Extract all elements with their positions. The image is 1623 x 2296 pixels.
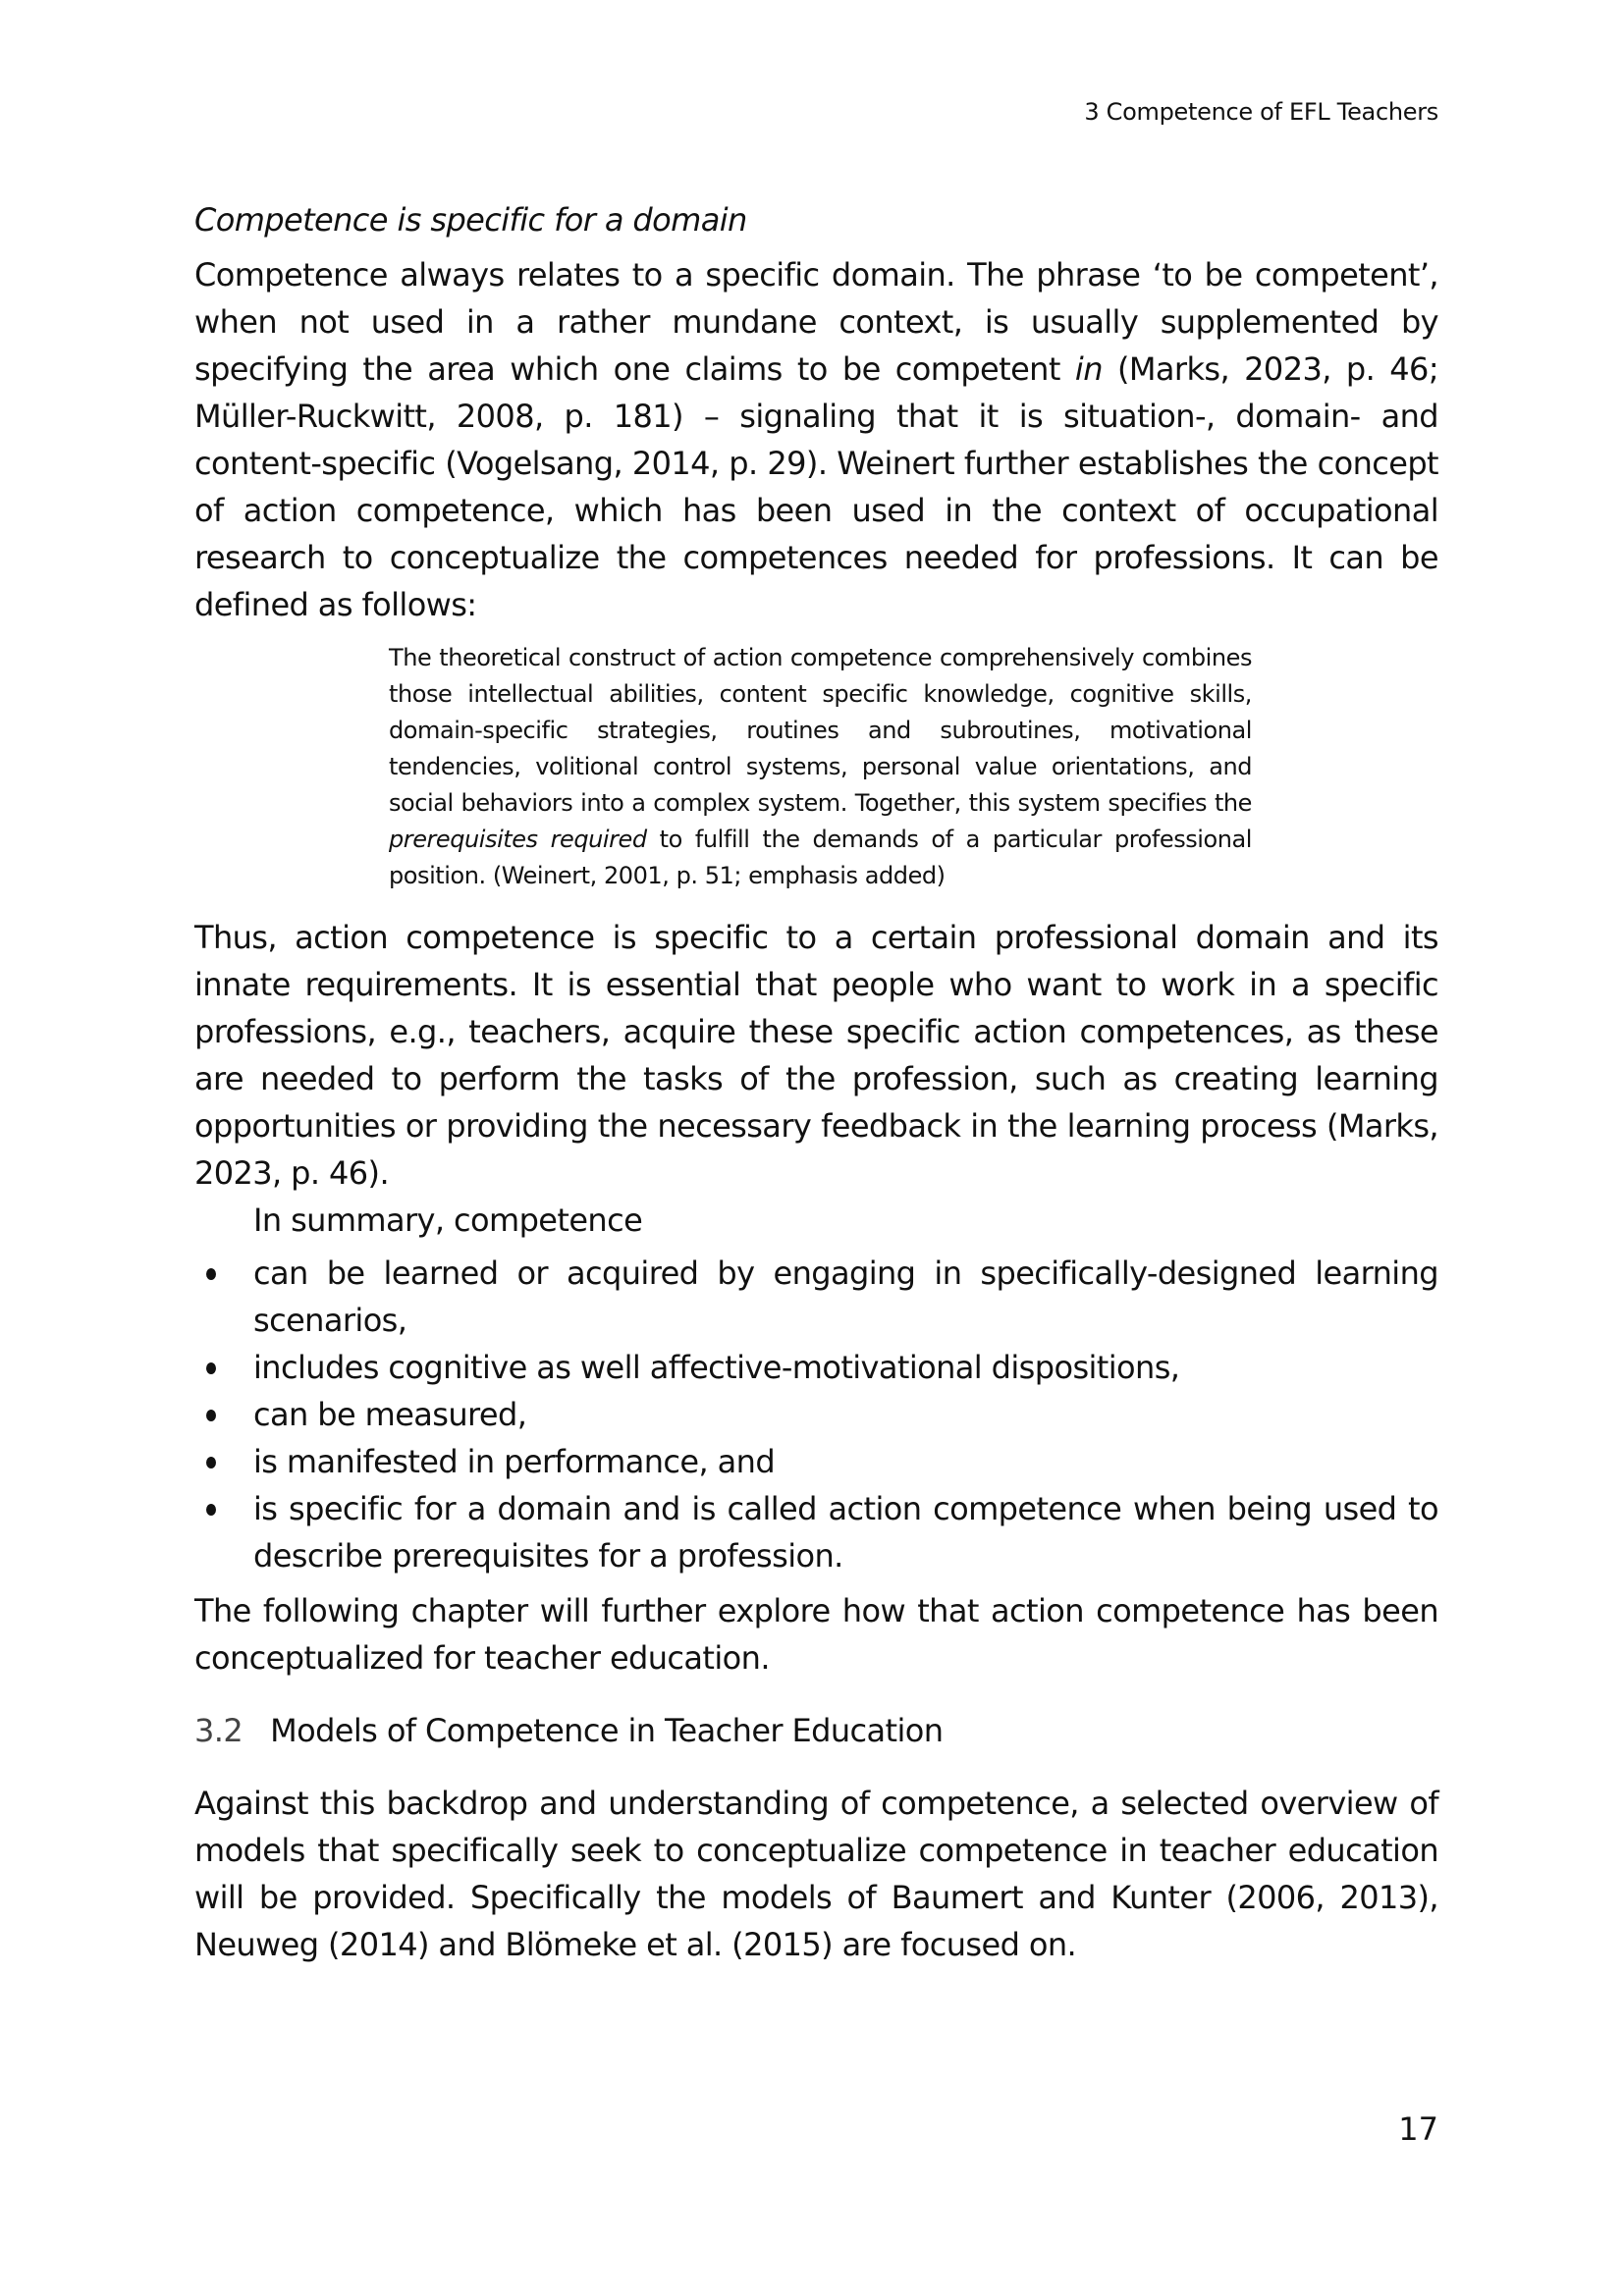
list-item-text: can be learned or acquired by engaging in specifically-designed learning scenarios, <box>253 1255 1438 1339</box>
bullet-icon <box>206 1410 216 1421</box>
page-number: 17 <box>1398 2110 1438 2148</box>
list-item-text: is manifested in performance, and <box>253 1443 776 1480</box>
list-item <box>194 1391 1438 1438</box>
list-item <box>194 1438 1438 1485</box>
bullet-icon <box>206 1362 216 1374</box>
paragraph-transition: The following chapter will further explore how that action competence has been conceptualized for teacher education. <box>194 1592 1438 1677</box>
paragraph-text: Competence always relates to a specific domain. The phrase ‘to be competent’, when not used in a rather mundane context, is usually supplemented by specifying the area which one claims to be competent <box>194 256 1438 388</box>
page-body <box>194 196 1438 1968</box>
summary-intro: In summary, competence <box>253 1201 643 1239</box>
paragraph-text: (Marks, 2023, p. 46; Müller-Ruckwitt, 2008, p. 181) – signaling that it is situation-, domain- and content-specific (Vogelsang, 2014, p. 29). Weinert further establishes the concept of action competence, which has been used in the context of occupational research to conceptualize the competences needed for professions. It can be defined as follows: <box>194 350 1438 623</box>
subsection-heading: Competence is specific for a domain <box>194 201 747 239</box>
section-number: 3.2 <box>194 1712 243 1749</box>
bullet-icon <box>206 1504 216 1516</box>
paragraph-models-overview: Against this backdrop and understanding of competence, a selected overview of models that specifically seek to conceptualize competence in teacher education will be provided. Specifically the models of Baumert and Kunter (2006, 2013), Neuweg (2014) and Blömeke et al. (2015) are focused on. <box>194 1785 1438 1963</box>
bullet-icon <box>206 1268 216 1280</box>
block-quote-weinert <box>389 640 1252 894</box>
section-title: Models of Competence in Teacher Education <box>270 1712 944 1749</box>
bullet-icon <box>206 1457 216 1468</box>
list-item <box>194 1344 1438 1391</box>
summary-list <box>194 1250 1438 1579</box>
quote-text: to fulfill the demands of a particular professional position. (Weinert, 2001, p. 51; emphasis added) <box>389 826 1252 889</box>
list-item-text: can be measured, <box>253 1396 527 1433</box>
running-head: 3 Competence of EFL Teachers <box>1084 98 1438 126</box>
list-item-text: is specific for a domain and is called action competence when being used to describe prerequisites for a profession. <box>253 1490 1438 1575</box>
quote-text: The theoretical construct of action competence comprehensively combines those intellectual abilities, content specific knowledge, cognitive skills, domain-specific strategies, routines and subroutines, motivational tendencies, volitional control systems, personal value orientations, and social behaviors into a complex system. Together, this system specifies the <box>389 644 1252 817</box>
list-item <box>194 1485 1438 1579</box>
paragraph-action-competence: Thus, action competence is specific to a certain professional domain and its innate requirements. It is essential that people who want to work in a specific professions, e.g., teachers, acquire these specific action competences, as these are needed to perform the tasks of the profession, such as creating learning opportunities or providing the necessary feedback in the learning process (Marks, 2023, p. 46). <box>194 919 1438 1192</box>
italic-emphasis: in <box>1074 350 1103 388</box>
paragraph-domain-specificity <box>194 251 1438 628</box>
section-heading <box>194 1707 1438 1754</box>
list-item-text: includes cognitive as well affective-motivational dispositions, <box>253 1349 1180 1386</box>
list-item <box>194 1250 1438 1344</box>
italic-emphasis: prerequisites required <box>389 826 647 853</box>
